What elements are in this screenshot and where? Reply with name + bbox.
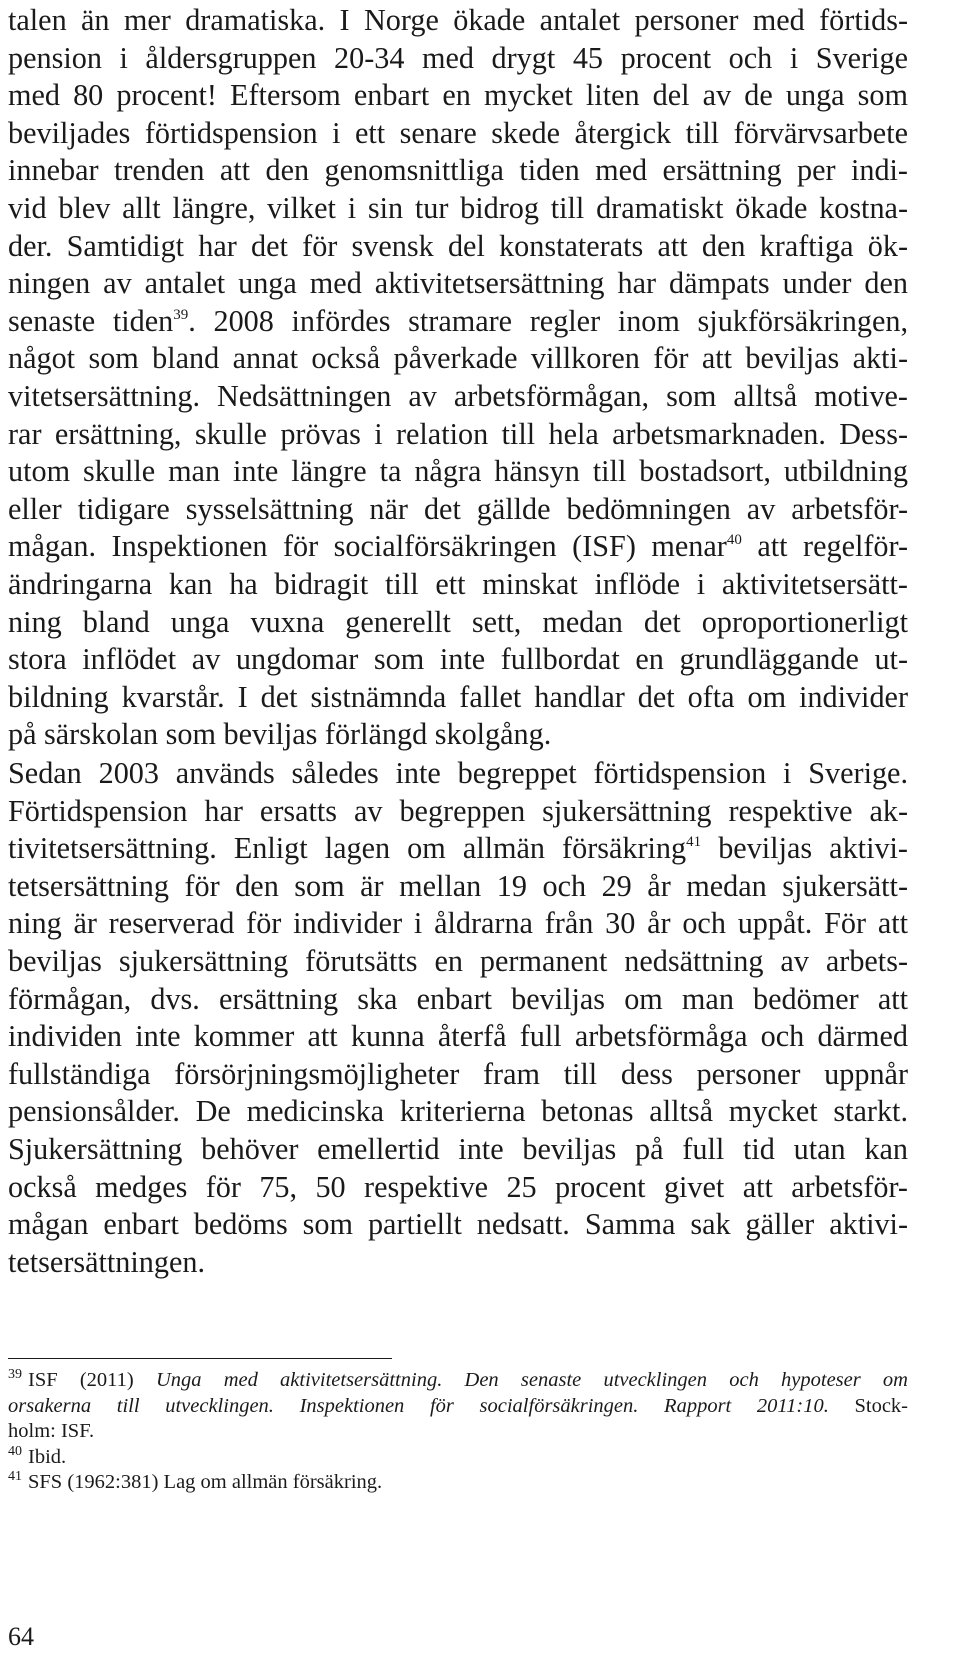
- footnotes: [8, 1368, 908, 1496]
- text-segment: beviljas aktivi-: [701, 831, 908, 866]
- text-line: vid blev allt längre, vilket i sin tur bidrog till dramatiskt ökade kostna-: [8, 190, 908, 225]
- text-line: pension i åldersgruppen 20-34 med drygt 45 procent och i Sverige: [8, 40, 908, 75]
- text-line: också medges för 75, 50 respektive 25 procent givet att arbetsför-: [8, 1169, 908, 1204]
- text-line: något som bland annat också påverkade villkoren för att beviljas akti-: [8, 341, 908, 376]
- footnote-39-source: ISF (2011): [28, 1369, 156, 1391]
- text-line: Förtidspension har ersatts av begreppen sjukersättning respektive ak-: [8, 793, 908, 828]
- text-line: Sjukersättning behöver emellertid inte beviljas på full tid utan kan: [8, 1131, 908, 1166]
- text-line: pensionsålder. De medicinska kriterierna betonas alltså mycket starkt.: [8, 1094, 908, 1129]
- text-line: individen inte kommer att kunna återfå full arbetsförmåga och därmed: [8, 1019, 908, 1054]
- text-line: talen än mer dramatiska. I Norge ökade antalet personer med förtids-: [8, 3, 908, 37]
- text-line: [8, 830, 908, 868]
- text-line: vitetsersättning. Nedsättningen av arbetsförmågan, som alltså motive-: [8, 378, 908, 413]
- footnote-41: [8, 1470, 908, 1496]
- footnote-number: 39: [8, 1367, 22, 1382]
- text-line: fullständiga försörjningsmöjligheter fram till dess personer uppnår: [8, 1056, 908, 1091]
- text-segment: . 2008 infördes stramare regler inom sjukförsäkringen,: [188, 303, 908, 338]
- text-line: ning är reserverad för individer i åldrarna från 30 år och uppåt. För att: [8, 906, 908, 941]
- text-line: utom skulle man inte längre ta några hänsyn till bostadsort, utbildning: [8, 454, 908, 489]
- footnote-39-place: Stock-: [828, 1394, 908, 1417]
- text-segment: mågan. Inspektionen för socialförsäkringen (ISF) menar: [8, 529, 727, 564]
- text-segment: tivitetsersättning. Enligt lagen om allmän försäkring: [8, 831, 687, 866]
- footnote-number: 41: [8, 1469, 22, 1484]
- text-line: rar ersättning, skulle prövas i relation till hela arbetsmarknaden. Dess-: [8, 416, 908, 451]
- footnote-39-line-2: [8, 1394, 908, 1420]
- text-segment: att regelför-: [741, 529, 908, 564]
- footnote-39-title: Unga med aktivitetsersättning. Den senaste utvecklingen och hypoteser om: [155, 1369, 908, 1391]
- text-line: eller tidigare sysselsättning när det gällde bedömningen av arbetsför-: [8, 491, 908, 526]
- text-line: [8, 528, 908, 566]
- footnote-39-line-1: [8, 1368, 908, 1394]
- footnote-40: [8, 1445, 908, 1471]
- text-line: ningen av antalet unga med aktivitetsersättning har dämpats under den: [8, 266, 908, 301]
- text-line: på särskolan som beviljas förlängd skolgång.: [8, 717, 552, 752]
- footnote-separator: [8, 1358, 392, 1359]
- text-line: innebar trenden att den genomsnittliga tiden med ersättning per indi-: [8, 153, 908, 188]
- text-line: tetsersättning för den som är mellan 19 och 29 år medan sjukersätt-: [8, 868, 908, 903]
- footnote-reference: 40: [726, 532, 742, 549]
- text-line: beviljas sjukersättning förutsätts en permanent nedsättning av arbets-: [8, 943, 908, 978]
- footnote-number: 40: [8, 1443, 22, 1459]
- text-line: ändringarna kan ha bidragit till ett minskat inflöde i aktivitetsersätt-: [8, 566, 908, 601]
- text-line: bildning kvarstår. I det sistnämnda fallet handlar det ofta om individer: [8, 679, 908, 714]
- paragraph-2: [8, 755, 908, 1281]
- text-line: [8, 303, 908, 341]
- page-number: 64: [8, 1622, 34, 1651]
- footnote-39-line-3: holm: ISF.: [8, 1420, 95, 1442]
- footnote-41-text: SFS (1962:381) Lag om allmän försäkring.: [28, 1471, 383, 1493]
- text-line: beviljades förtidspension i ett senare skede återgick till förvärvsarbete: [8, 115, 908, 150]
- text-line: tetsersättningen.: [8, 1244, 205, 1279]
- text-line: Sedan 2003 används således inte begreppet förtidspension i Sverige.: [8, 756, 908, 790]
- text-line: förmågan, dvs. ersättning ska enbart beviljas om man bedömer att: [8, 981, 908, 1016]
- text-line: ning bland unga vuxna generellt sett, medan det oproportionerligt: [8, 604, 908, 639]
- text-line: stora inflödet av ungdomar som inte fullbordat en grundläggande ut-: [8, 642, 908, 677]
- paragraph-1: [8, 2, 908, 754]
- text-line: mågan enbart bedöms som partiellt nedsatt. Samma sak gäller aktivi-: [8, 1207, 908, 1242]
- footnote-reference: 39: [173, 306, 189, 323]
- text-segment: senaste tiden: [8, 303, 174, 338]
- text-line: med 80 procent! Eftersom enbart en mycket liten del av de unga som: [8, 78, 908, 113]
- footnote-40-text: Ibid.: [28, 1445, 67, 1468]
- text-line: der. Samtidigt har det för svensk del konstaterats att den kraftiga ök-: [8, 228, 908, 263]
- footnote-reference: 41: [686, 834, 702, 851]
- footnote-39-title-cont: orsakerna till utvecklingen. Inspektionen för socialförsäkringen. Rapport 2011:10.: [8, 1394, 829, 1417]
